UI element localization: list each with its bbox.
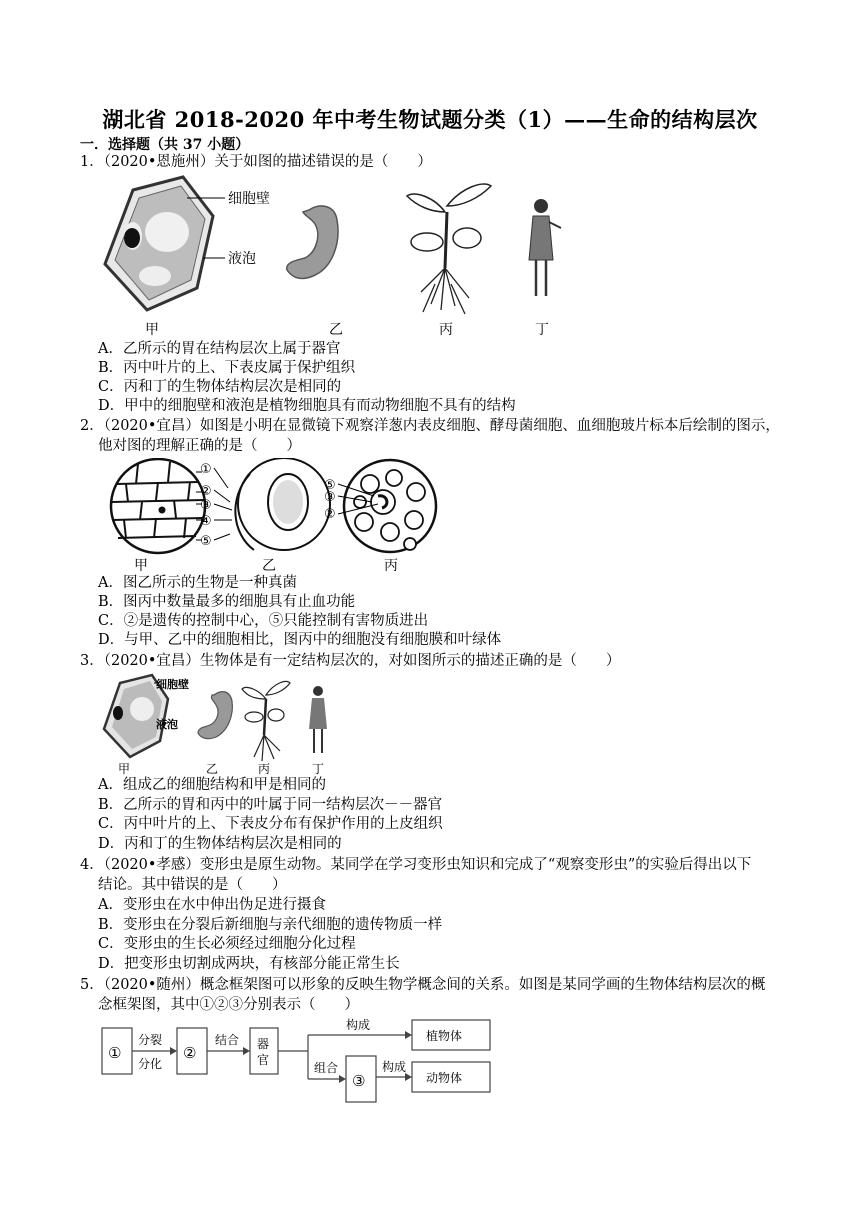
question-5-stem-line1: 5．（2020•随州）概念框架图可以形象的反映生物学概念间的关系。如图是某同学画的生物体结构层次的概 [80, 977, 766, 993]
question-2-stem-line2: 他对图的理解正确的是（ ） [98, 438, 301, 454]
label-vacuole-3: 液泡 [156, 718, 178, 731]
map-c1: ① [108, 1044, 122, 1062]
label-n2: ② [200, 484, 212, 499]
caption-jia-2: 甲 [134, 558, 148, 574]
question-1-figure [95, 172, 585, 338]
caption-yi-2: 乙 [262, 558, 276, 574]
caption-bing-2: 丙 [384, 558, 398, 574]
question-1-option-b: B．丙中叶片的上、下表皮属于保护组织 [98, 360, 356, 376]
caption-bing: 丙 [439, 322, 453, 338]
page-title: 湖北省 2018-2020 年中考生物试题分类（1）——生命的结构层次 [102, 107, 758, 132]
label-vacuole: 液泡 [228, 251, 256, 267]
map-form2: 构成 [382, 1060, 407, 1074]
caption-yi-3: 乙 [206, 762, 219, 776]
question-4-option-c: C．变形虫的生长必须经过细胞分化过程 [98, 936, 356, 952]
question-2-figure [98, 458, 443, 574]
question-2-option-d: D．与甲、乙中的细胞相比，图丙中的细胞没有细胞膜和叶绿体 [98, 632, 502, 648]
question-3-option-c: C．丙中叶片的上、下表皮分布有保护作用的上皮组织 [98, 816, 443, 832]
caption-yi: 乙 [329, 322, 343, 338]
person-head [534, 199, 548, 213]
map-organ-1: 器 [257, 1037, 270, 1051]
caption-ding: 丁 [535, 322, 549, 338]
map-c2: ② [183, 1044, 197, 1062]
question-4-option-a: A．变形虫在水中伸出伪足进行摄食 [98, 897, 326, 913]
map-combine2: 组合 [314, 1061, 339, 1075]
label-n1: ① [200, 462, 212, 477]
label-cell-wall-3: 细胞壁 [156, 678, 189, 691]
question-2-stem-line1: 2．（2020•宜昌）如图是小明在显微镜下观察洋葱内表皮细胞、酵母菌细胞、血细胞玻片标本后绘制的图示， [80, 418, 780, 434]
map-organ-2: 官 [257, 1053, 270, 1067]
map-plant: 植物体 [426, 1029, 463, 1043]
question-5-concept-map [98, 1016, 498, 1108]
caption-bing-3: 丙 [258, 762, 271, 776]
question-3-option-a: A．组成乙的细胞结构和甲是相同的 [98, 777, 326, 793]
question-1-stem: 1．（2020•恩施州）关于如图的描述错误的是（ ） [80, 154, 432, 170]
box-organ [250, 1028, 278, 1074]
question-1-option-d: D．甲中的细胞壁和液泡是植物细胞具有而动物细胞不具有的结构 [98, 398, 516, 414]
question-4-option-d: D．把变形虫切割成两块，有核部分能正常生长 [98, 956, 400, 972]
question-5-stem-line2: 念框架图，其中①②③分别表示（ ） [98, 997, 359, 1013]
question-4-stem-line1: 4．（2020•孝感）变形虫是原生动物。某同学在学习变形虫知识和完成了“观察变形虫”的实验后得出以下 [80, 857, 752, 873]
stomach-shape [287, 206, 338, 279]
map-diff: 分化 [138, 1057, 163, 1071]
label-bing-n2: ② [324, 507, 336, 522]
question-1-option-a: A．乙所示的胃在结构层次上属于器官 [98, 341, 341, 357]
caption-jia: 甲 [145, 322, 159, 338]
question-3-stem: 3．（2020•宜昌）生物体是有一定结构层次的，对如图所示的描述正确的是（ ） [80, 653, 621, 669]
question-2-option-a: A．图乙所示的生物是一种真菌 [98, 575, 297, 591]
question-3-option-b: B．乙所示的胃和丙中的叶属于同一结构层次－－器官 [98, 797, 443, 813]
caption-ding-3: 丁 [312, 762, 325, 776]
question-1-option-c: C．丙和丁的生物体结构层次是相同的 [98, 379, 342, 395]
map-combine1: 结合 [215, 1033, 240, 1047]
question-3-option-d: D．丙和丁的生物体结构层次是相同的 [98, 836, 342, 852]
label-bing-n3: ③ [324, 490, 336, 505]
map-split: 分裂 [138, 1033, 163, 1047]
question-4-stem-line2: 结论。其中错误的是（ ） [98, 877, 287, 893]
question-3-figure [98, 671, 338, 777]
label-bing-n5: ⑤ [324, 478, 336, 493]
map-form1: 构成 [346, 1018, 371, 1032]
map-animal: 动物体 [426, 1071, 463, 1085]
map-c3: ③ [352, 1072, 366, 1090]
label-n4: ④ [200, 514, 212, 529]
question-2-option-b: B．图丙中数量最多的细胞具有止血功能 [98, 594, 356, 610]
nucleus-shape [124, 228, 140, 248]
question-2-option-c: C．②是遗传的控制中心，⑤只能控制有害物质进出 [98, 613, 429, 629]
label-cell-wall: 细胞壁 [228, 191, 270, 207]
section-heading: 一．选择题（共 37 小题） [80, 137, 250, 153]
label-n5: ⑤ [200, 534, 212, 549]
caption-jia-3: 甲 [118, 762, 131, 776]
label-n3: ③ [200, 498, 212, 513]
question-4-option-b: B．变形虫在分裂后新细胞与亲代细胞的遗传物质一样 [98, 917, 443, 933]
